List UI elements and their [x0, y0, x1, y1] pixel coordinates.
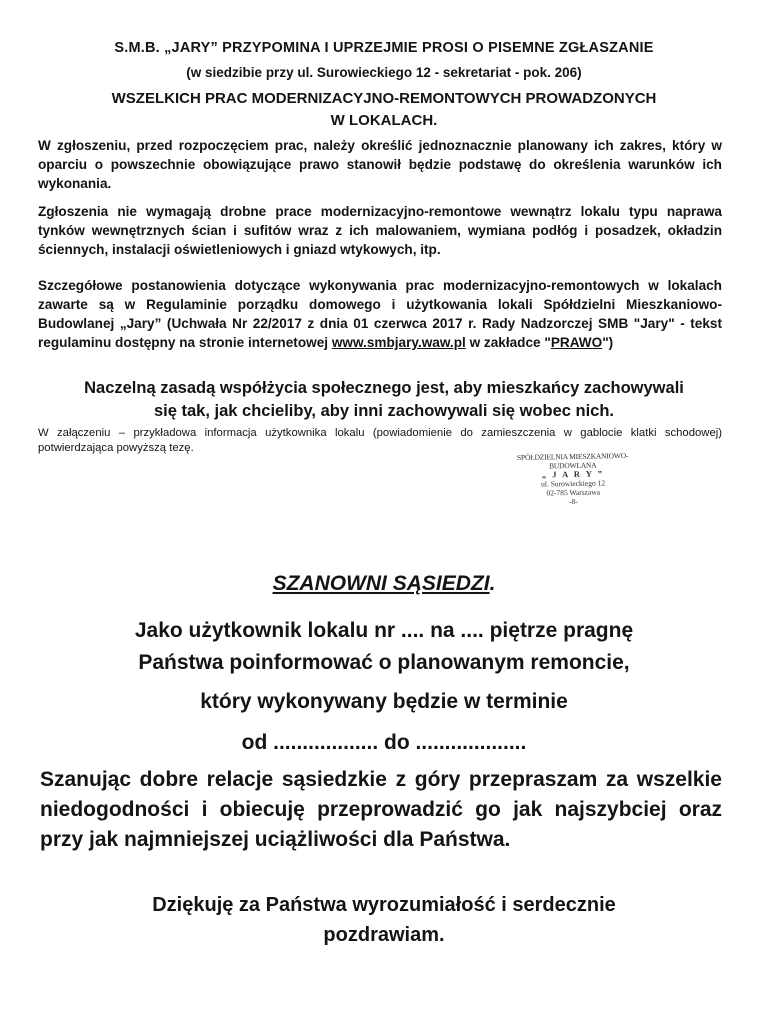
prawo-tab-link[interactable]: PRAWO	[550, 335, 603, 350]
stamp-line-5: -8-	[568, 496, 578, 507]
notice-apology: Szanując dobre relacje sąsiedzkie z góry przepraszam za wszelkie niedogodności i obiecuję przeprowadzić go jak najszybciej oraz przy jak najmniejszej uciążliwości dla Państwa.	[40, 768, 722, 851]
attachment-note: W załączeniu – przykładowa informacja użytkownika lokalu (powiadomienie do zamieszczenia w gablocie klatki schodowej) potwierdzająca powyższą tezę.	[38, 427, 722, 454]
stamp-line-1: SPÓŁDZIELNIA MIESZKANIOWO-BUDOWLANA	[516, 451, 629, 471]
stamp-line-3: ul. Surowieckiego 12	[541, 478, 606, 489]
notice-date-range: od .................. do ...................	[241, 731, 527, 754]
header-line-4: W LOKALACH.	[330, 112, 438, 129]
header-line-2: (w siedzibie przy ul. Surowieckiego 12 - sekretariat - pok. 206)	[186, 65, 582, 80]
notice-line-2: Państwa poinformować o planowanym remoncie,	[138, 651, 630, 674]
stamp-line-4: 02-785 Warszawa	[546, 487, 601, 498]
notice-line-1: Jako użytkownik lokalu nr .... na .... piętrze pragnę	[134, 619, 634, 642]
notice-line-3: który wykonywany będzie w terminie	[200, 690, 568, 713]
motto-line-1: Naczelną zasadą współżycia społecznego jest, aby mieszkańcy zachowywali	[84, 379, 684, 397]
thanks-line-2: pozdrawiam.	[323, 924, 445, 946]
stamp-line-2: „ J A R Y ”	[541, 468, 605, 480]
regulations-text: Szczegółowe postanowienia dotyczące wykonywania prac modernizacyjno-remontowych w lokalach zawarte są w Regulaminie porządku domowego i użytkowania lokali Spółdzielni Mieszkaniowo-Budowlanej „Jary” (Uchwała Nr 22/2017 z dnia 01 czerwca 2017 r. Rady Nadzorczej SMB "Jary" - tekst regulaminu dostępny na stronie internetowej	[38, 278, 722, 350]
notice-greeting	[0, 572, 768, 596]
paragraph-exemptions: Zgłoszenia nie wymagają drobne prace modernizacyjno-remontowe wewnątrz lokalu typu naprawa tynków wewnętrznych ścian i sufitów wraz z ich malowaniem, wymiana podłóg i posadzek, okładzin ściennych, instalacji oświetleniowych i gniazd wtykowych, itp.	[38, 204, 722, 257]
paragraph-regulations	[38, 276, 722, 352]
motto-line-2: się tak, jak chcieliby, aby inni zachowywali się wobec nich.	[153, 402, 615, 420]
header-line-3: WSZELKICH PRAC MODERNIZACYJNO-REMONTOWYCH PROWADZONYCH	[111, 90, 657, 107]
website-link[interactable]: www.smbjary.waw.pl	[331, 335, 466, 350]
header-block	[0, 88, 768, 132]
thanks-line-1: Dziękuję za Państwa wyrozumiałość i serdecznie	[152, 894, 616, 916]
header-line-1: S.M.B. „JARY” PRZYPOMINA I UPRZEJMIE PROSI O PISEMNE ZGŁASZANIE	[114, 40, 654, 56]
greeting-text: SZANOWNI SĄSIEDZI	[272, 572, 490, 595]
cooperative-stamp	[498, 451, 649, 508]
motto	[30, 377, 738, 423]
regulations-text-end: ")	[602, 335, 614, 350]
regulations-text-middle: w zakładce "	[465, 335, 551, 350]
paragraph-scope: W zgłoszeniu, przed rozpoczęciem prac, należy określić jednoznacznie planowany ich zakres, który w oparciu o powszechnie obowiązujące prawo stanowił będzie podstawę do określenia warunków ich wykonania.	[38, 138, 722, 191]
greeting-period: .	[489, 572, 496, 595]
notice-thanks	[0, 890, 768, 950]
